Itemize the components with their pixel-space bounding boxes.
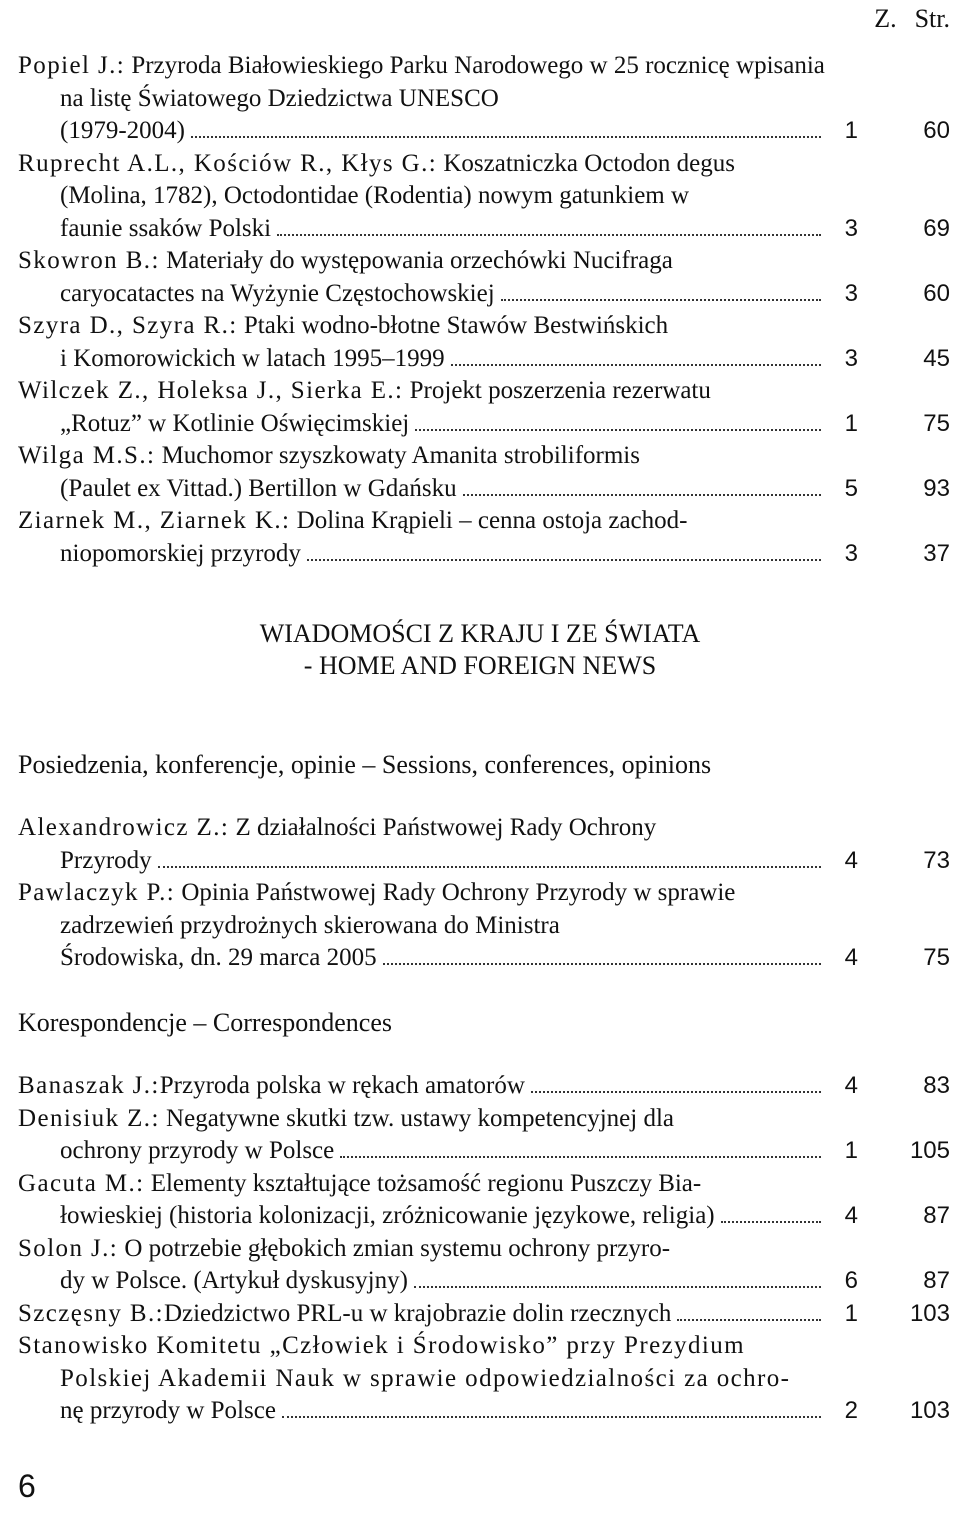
toc-entry-numbers	[828, 1265, 950, 1298]
dot-leader	[158, 865, 821, 868]
toc-entry-numbers	[828, 408, 950, 441]
toc-entry-title: Projekt poszerzenia rezerwatu	[409, 377, 711, 404]
toc-entry-author: Banaszak J.:	[18, 1072, 160, 1099]
section-heading-line-1: WIADOMOŚCI Z KRAJU I ZE ŚWIATA	[259, 619, 701, 648]
toc-entry-numbers	[828, 343, 950, 376]
page-ref: 103	[909, 1397, 950, 1424]
issue-number: 4	[844, 846, 858, 874]
toc-entry-last-line	[18, 538, 825, 571]
toc-entry-lead	[18, 812, 825, 845]
issue-number: 3	[844, 539, 858, 567]
page-ref: 60	[923, 279, 950, 307]
toc-entry-title-end: nę przyrody w Polsce	[60, 1397, 276, 1424]
toc-entry-title: Koszatniczka Octodon degus (Molina, 1782), Octodontidae (Rodentia) nowym gatunkiem w	[60, 149, 735, 209]
toc-entry-lead	[18, 877, 825, 942]
toc-entry-title-end: Przyroda polska w rękach amatorów	[159, 1072, 525, 1099]
toc-entry-numbers	[828, 115, 950, 148]
toc-entry-title: O potrzebie głębokich zmian systemu ochrony przyro-	[124, 1234, 671, 1262]
toc-entry-title-end: (1979-2004)	[60, 117, 185, 144]
toc-entry-title-end: (Paulet ex Vittad.) Bertillon w Gdańsku	[60, 474, 457, 502]
toc-entry-title-end: caryocatactes na Wyżynie Częstochowskiej	[60, 279, 495, 307]
toc-entry-numbers	[828, 1298, 950, 1331]
toc-entry	[18, 505, 950, 570]
toc-entry-title-end: Środowiska, dn. 29 marca 2005	[60, 944, 377, 971]
toc-entry-lead	[18, 1103, 825, 1136]
toc-entry-title-end: Przyrody	[60, 846, 152, 874]
dot-leader	[415, 428, 821, 431]
page-ref: 83	[923, 1072, 950, 1099]
column-header-str: Str.	[914, 4, 950, 33]
toc-entry-numbers	[828, 278, 950, 311]
toc-entry	[18, 50, 950, 148]
toc-entry-last-line	[18, 1200, 825, 1233]
toc-entry	[18, 1168, 950, 1233]
toc-entry-title-end: „Rotuz” w Kotlinie Oświęcimskiej	[60, 409, 410, 437]
page-ref: 87	[923, 1267, 950, 1294]
column-header	[874, 4, 950, 34]
section-heading-line-2: - HOME AND FOREIGN NEWS	[303, 651, 657, 680]
toc-entry-author: Pawlaczyk P.:	[18, 879, 176, 906]
toc-entry	[18, 440, 950, 505]
toc-entry	[18, 1103, 950, 1168]
toc-entry-author: Popiel J.:	[18, 52, 126, 79]
dot-leader	[531, 1090, 821, 1093]
issue-number: 6	[844, 1267, 858, 1294]
section-heading	[0, 618, 960, 682]
toc-entry-last-line	[18, 1265, 825, 1298]
toc-entry-author: Wilczek Z., Holeksa J., Sierka E.:	[18, 377, 404, 404]
toc-entry-title: Materiały do występowania orzechówki Nucifraga	[166, 247, 673, 274]
page-ref: 37	[923, 539, 950, 567]
toc-entry-title-end: ochrony przyrody w Polsce	[60, 1137, 335, 1164]
issue-number: 1	[844, 117, 858, 144]
toc-entry	[18, 877, 950, 975]
toc-block-1	[18, 50, 950, 570]
page-ref: 45	[923, 344, 950, 372]
subsection-heading-sessions: Posiedzenia, konferencje, opinie – Sessions, conferences, opinions	[18, 750, 712, 779]
page-ref: 75	[923, 409, 950, 437]
toc-entry	[18, 148, 950, 246]
toc-entry-numbers	[828, 538, 950, 571]
dot-leader	[414, 1285, 821, 1288]
dot-leader	[501, 298, 821, 301]
toc-entry-numbers	[828, 473, 950, 506]
dot-leader	[191, 135, 821, 138]
toc-entry-title: Ptaki wodno-błotne Stawów Bestwińskich	[243, 312, 669, 339]
toc-entry-title: Z działalności Państwowej Rady Ochrony	[235, 814, 657, 841]
toc-entry-title-end: faunie ssaków Polski	[60, 214, 272, 242]
toc-entry-title: Przyroda Białowieskiego Parku Narodowego w 25 rocznicę wpisania na listę Światowego Dziedzictwa UNESCO	[60, 52, 825, 112]
toc-entry-lead	[18, 50, 825, 115]
page-ref: 103	[909, 1299, 950, 1327]
toc-entry-author: Stanowisko Komitetu „Człowiek i Środowisko” przy Prezydium Polskiej Akademii Nauk w sprawie odpowiedzialności za ochro-	[18, 1332, 791, 1392]
issue-number: 1	[844, 1137, 858, 1164]
toc-entry-title: Dolina Krąpieli – cenna ostoja zachod-	[296, 507, 688, 534]
toc-entry-last-line	[18, 408, 825, 441]
dot-leader	[277, 233, 821, 236]
page-ref: 60	[923, 117, 950, 144]
toc-entry-lead	[18, 1330, 825, 1395]
toc-entry-last-line	[18, 1395, 825, 1428]
dot-leader	[721, 1220, 821, 1223]
toc-entry-last-line	[18, 1070, 825, 1103]
subsection-heading-correspondences: Korespondencje – Correspondences	[18, 1008, 392, 1037]
toc-entry-title-end: dy w Polsce. (Artykuł dyskusyjny)	[60, 1267, 408, 1294]
page-ref: 93	[923, 474, 950, 502]
toc-entry-lead	[18, 440, 825, 473]
toc-entry	[18, 812, 950, 877]
page-ref: 75	[923, 944, 950, 971]
toc-entry-last-line	[18, 115, 825, 148]
issue-number: 4	[844, 1072, 858, 1099]
toc-entry-numbers	[828, 942, 950, 975]
issue-number: 1	[844, 1299, 858, 1327]
toc-entry-title: Opinia Państwowej Rady Ochrony Przyrody w sprawie zadrzewień przydrożnych skierowana do Ministra	[60, 879, 736, 939]
dot-leader	[463, 493, 821, 496]
toc-entry-title: Muchomor szyszkowaty Amanita strobiliformis	[161, 442, 640, 469]
toc-entry-last-line	[18, 278, 825, 311]
toc-block-3	[18, 1070, 950, 1428]
toc-entry-lead	[18, 310, 825, 343]
toc-entry	[18, 1070, 950, 1103]
toc-entry-last-line	[18, 1135, 825, 1168]
toc-entry-last-line	[18, 942, 825, 975]
toc-entry-author: Ziarnek M., Ziarnek K.:	[18, 507, 291, 534]
toc-entry-author: Szczęsny B.:	[18, 1299, 164, 1327]
toc-entry	[18, 310, 950, 375]
toc-entry-last-line	[18, 213, 825, 246]
issue-number: 3	[844, 279, 858, 307]
issue-number: 4	[844, 1202, 858, 1229]
toc-entry-author: Gacuta M.:	[18, 1169, 145, 1197]
toc-entry	[18, 245, 950, 310]
dot-leader	[451, 363, 821, 366]
page-ref: 73	[923, 846, 950, 874]
dot-leader	[282, 1415, 821, 1418]
toc-entry-last-line	[18, 473, 825, 506]
issue-number: 3	[844, 344, 858, 372]
dot-leader	[340, 1155, 821, 1158]
page-ref: 87	[923, 1202, 950, 1229]
toc-entry	[18, 1330, 950, 1428]
toc-block-2	[18, 812, 950, 975]
toc-entry-last-line	[18, 1298, 825, 1331]
column-header-z: Z.	[874, 4, 897, 33]
toc-entry-numbers	[828, 1135, 950, 1168]
toc-entry-lead	[18, 375, 825, 408]
toc-entry-author: Denisiuk Z.:	[18, 1104, 160, 1132]
toc-entry-lead	[18, 148, 825, 213]
toc-entry	[18, 375, 950, 440]
toc-entry-author: Wilga M.S.:	[18, 442, 156, 469]
dot-leader	[677, 1318, 821, 1321]
toc-entry-title: Elementy kształtujące tożsamość regionu Puszczy Bia-	[150, 1169, 702, 1197]
issue-number: 4	[844, 944, 858, 971]
page-ref: 69	[923, 214, 950, 242]
toc-entry-title-end: łowieskiej (historia kolonizacji, zróżnicowanie językowe, religia)	[60, 1202, 715, 1229]
toc-entry-numbers	[828, 1200, 950, 1233]
toc-entry-lead	[18, 505, 825, 538]
toc-entry-last-line	[18, 343, 825, 376]
toc-entry-numbers	[828, 1070, 950, 1103]
issue-number: 3	[844, 214, 858, 242]
toc-entry-author: Alexandrowicz Z.:	[18, 814, 230, 841]
toc-entry-last-line	[18, 845, 825, 878]
toc-entry-author: Ruprecht A.L., Kościów R., Kłys G.:	[18, 149, 438, 177]
dot-leader	[307, 558, 821, 561]
toc-entry-lead	[18, 1233, 825, 1266]
toc-entry-author: Szyra D., Szyra R.:	[18, 312, 238, 339]
toc-entry-numbers	[828, 213, 950, 246]
issue-number: 5	[844, 474, 858, 502]
issue-number: 1	[844, 409, 858, 437]
toc-entry-numbers	[828, 845, 950, 878]
toc-entry-author: Skowron B.:	[18, 247, 160, 274]
dot-leader	[383, 962, 821, 965]
page-number: 6	[18, 1468, 36, 1504]
toc-entry-title: Negatywne skutki tzw. ustawy kompetencyjnej dla	[166, 1104, 675, 1132]
toc-entry-lead	[18, 245, 825, 278]
toc-entry-author: Solon J.:	[18, 1234, 119, 1262]
toc-entry-title-end: niopomorskiej przyrody	[60, 539, 301, 567]
toc-entry-title-end: i Komorowickich w latach 1995–1999	[60, 344, 445, 372]
toc-entry-title-end: Dziedzictwo PRL-u w krajobrazie dolin rzecznych	[163, 1299, 672, 1327]
toc-entry-lead	[18, 1168, 825, 1201]
toc-entry-numbers	[828, 1395, 950, 1428]
page-ref: 105	[909, 1137, 950, 1164]
toc-entry	[18, 1298, 950, 1331]
issue-number: 2	[844, 1397, 858, 1424]
toc-entry	[18, 1233, 950, 1298]
